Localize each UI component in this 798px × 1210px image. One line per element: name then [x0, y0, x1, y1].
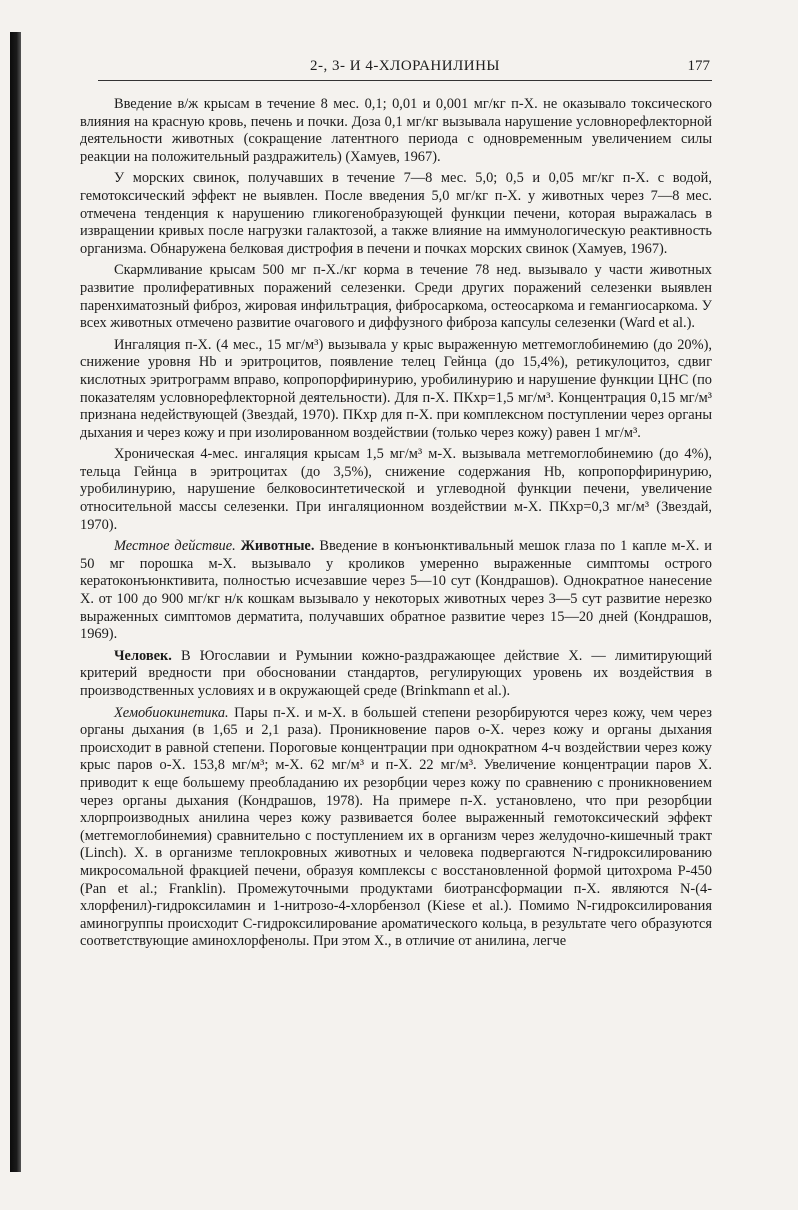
paragraph-text: Хроническая 4-мес. ингаляция крысам 1,5 мг/м³ м-Х. вызывала метгемоглобинемию (до 4%), тельца Гейнца в эритроцитах (до 3,5%), снижение содержания Hb, копропорфиринурию, уробилинурию, нарушение белковосинтетической и углеводной функции печени, увеличение относительной массы селезенки. При ингаляционном воздействии м-Х. ПКхр=0,3 мг/м³ (Звездай, 1970).: [80, 446, 712, 533]
body-text: [80, 96, 712, 955]
section-heading-italic: Местное действие.: [114, 538, 236, 555]
paragraph-text: Ингаляция п-Х. (4 мес., 15 мг/м³) вызывала у крыс выраженную метгемоглобинемию (до 20%), снижение уровня Hb и эритроцитов, появление телец Гейнца (до 15,4%), ретикулоцитоз, сдвиг кислотных эритрограмм вправо, копропорфиринурию, уробилинурию и нарушение функции ЦНС (по показателям условнорефлекторной деятельности). Для п-Х. ПКхр=1,5 мг/м³. Концентрация 0,15 мг/м³ признана недействующей (Звездай, 1970). ПКхр для п-Х. при комплексном поступлении через органы дыхания и через кожу и при изолированном воздействии (только через кожу) равен 1 мг/м³.: [80, 336, 712, 441]
subsection-heading-bold: Человек.: [114, 647, 172, 664]
paragraph: [80, 705, 712, 951]
book-spine-shadow: [10, 32, 21, 1172]
paragraph: [80, 96, 712, 166]
paragraph-text: В Югославии и Румынии кожно-раздражающее действие Х. — лимитирующий критерий вредности при обосновании стандартов, регулирующих уровень их воздействия в производственных условиях и в окружающей среде (Brinkmann et al.).: [80, 647, 712, 699]
paragraph: [80, 446, 712, 534]
paragraph-text: Пары п-Х. и м-Х. в большей степени резорбируются через кожу, чем через органы дыхания (в 1,65 и 2,1 раза). Проникновение паров о-Х. через кожу и органы дыхания происходит в равной степени. Пороговые концентрации при однократном 4-ч воздействии через кожу крыс паров о-Х. 153,8 мг/м³; м-Х. 62 мг/м³ и п-Х. 22 мг/м³. Увеличение концентрации паров Х. приводит к еще большему преобладанию их резорбции через кожу по сравнению с проникновением через органы дыхания (Кондрашов, 1978). На примере п-Х. установлено, что при резорбции хлорпроизводных анилина через кожу развивается более выраженный гемотоксический эффект (метгемоглобинемия) сравнительно с поступлением их в организм через желудочно-кишечный тракт (Linch). Х. в организме теплокровных животных и человека подвергаются N-гидроксилированию микросомальной фракцией печени, образуя комплексы с восстановленной формой цитохрома Р-450 (Pan et al.; Franklin). Промежуточными продуктами биотрансформации п-Х. являются N-(4-хлорфенил)-гидроксиламин и 1-нитрозо-4-хлорбензол (Kiese et al.). Помимо N-гидроксилирования аминогруппы происходит С-гидроксилирование ароматического кольца, в результате чего образуются соответствующие аминохлорфенолы. При этом Х., в отличие от анилина, легче: [80, 704, 712, 950]
paragraph-text: Скармливание крысам 500 мг п-Х./кг корма в течение 78 нед. вызывало у части животных развитие пролиферативных поражений селезенки. Среди других поражений селезенки выявлен паренхиматозный фиброз, жировая инфильтрация, фибросаркома, остеосаркома и гемангиосаркома. У всех животных отмечено развитие очагового и диффузного фиброза капсулы селезенки (Ward et al.).: [80, 262, 712, 332]
paragraph: [80, 337, 712, 443]
paragraph-text: Введение в/ж крысам в течение 8 мес. 0,1; 0,01 и 0,001 мг/кг п-Х. не оказывало токсического влияния на красную кровь, печень и почки. Доза 0,1 мг/кг вызывала нарушение условнорефлекторной деятельности животных (сокращение латентного периода с одновременным увеличением силы реакции на положительный раздражитель) (Хамуев, 1967).: [80, 96, 712, 165]
paragraph: [80, 170, 712, 258]
page-number: 177: [687, 58, 710, 74]
section-heading-italic: Хемобиокинетика.: [114, 704, 229, 721]
running-header: [98, 56, 712, 81]
paragraph: [80, 648, 712, 701]
paragraph: [80, 538, 712, 644]
paragraph: [80, 262, 712, 332]
subsection-heading-bold: Животные.: [240, 538, 315, 555]
paragraph-text: Введение в конъюнктивальный мешок глаза по 1 капле м-Х. и 50 мг порошка м-Х. вызывало у кроликов умеренно выраженные симптомы острого кератоконъюнктивита, полностью исчезавшие через 5—10 сут (Кондрашов). Однократное нанесение Х. от 100 до 900 мг/кг н/к кошкам вызывало у некоторых животных через 3—5 сут развитие нерезко выраженных симптомов дерматита, получавших обратное развитие через 15—20 дней (Кондрашов, 1969).: [80, 538, 712, 643]
running-title: 2-, 3- И 4-ХЛОРАНИЛИНЫ: [310, 58, 500, 74]
paragraph-text: У морских свинок, получавших в течение 7—8 мес. 5,0; 0,5 и 0,05 мг/кг п-Х. с водой, гемотоксический эффект не выявлен. После введения 5,0 мг/кг п-Х. у животных через 7—8 мес. отмечена тенденция к нарушению гликогенобразующей функции печени, которая выражалась в извращении кривых после нагрузки галактозой, а также влияние на иммунологическую реактивность организма. Обнаружена белковая дистрофия в печени и почках морских свинок (Хамуев, 1967).: [80, 170, 712, 257]
